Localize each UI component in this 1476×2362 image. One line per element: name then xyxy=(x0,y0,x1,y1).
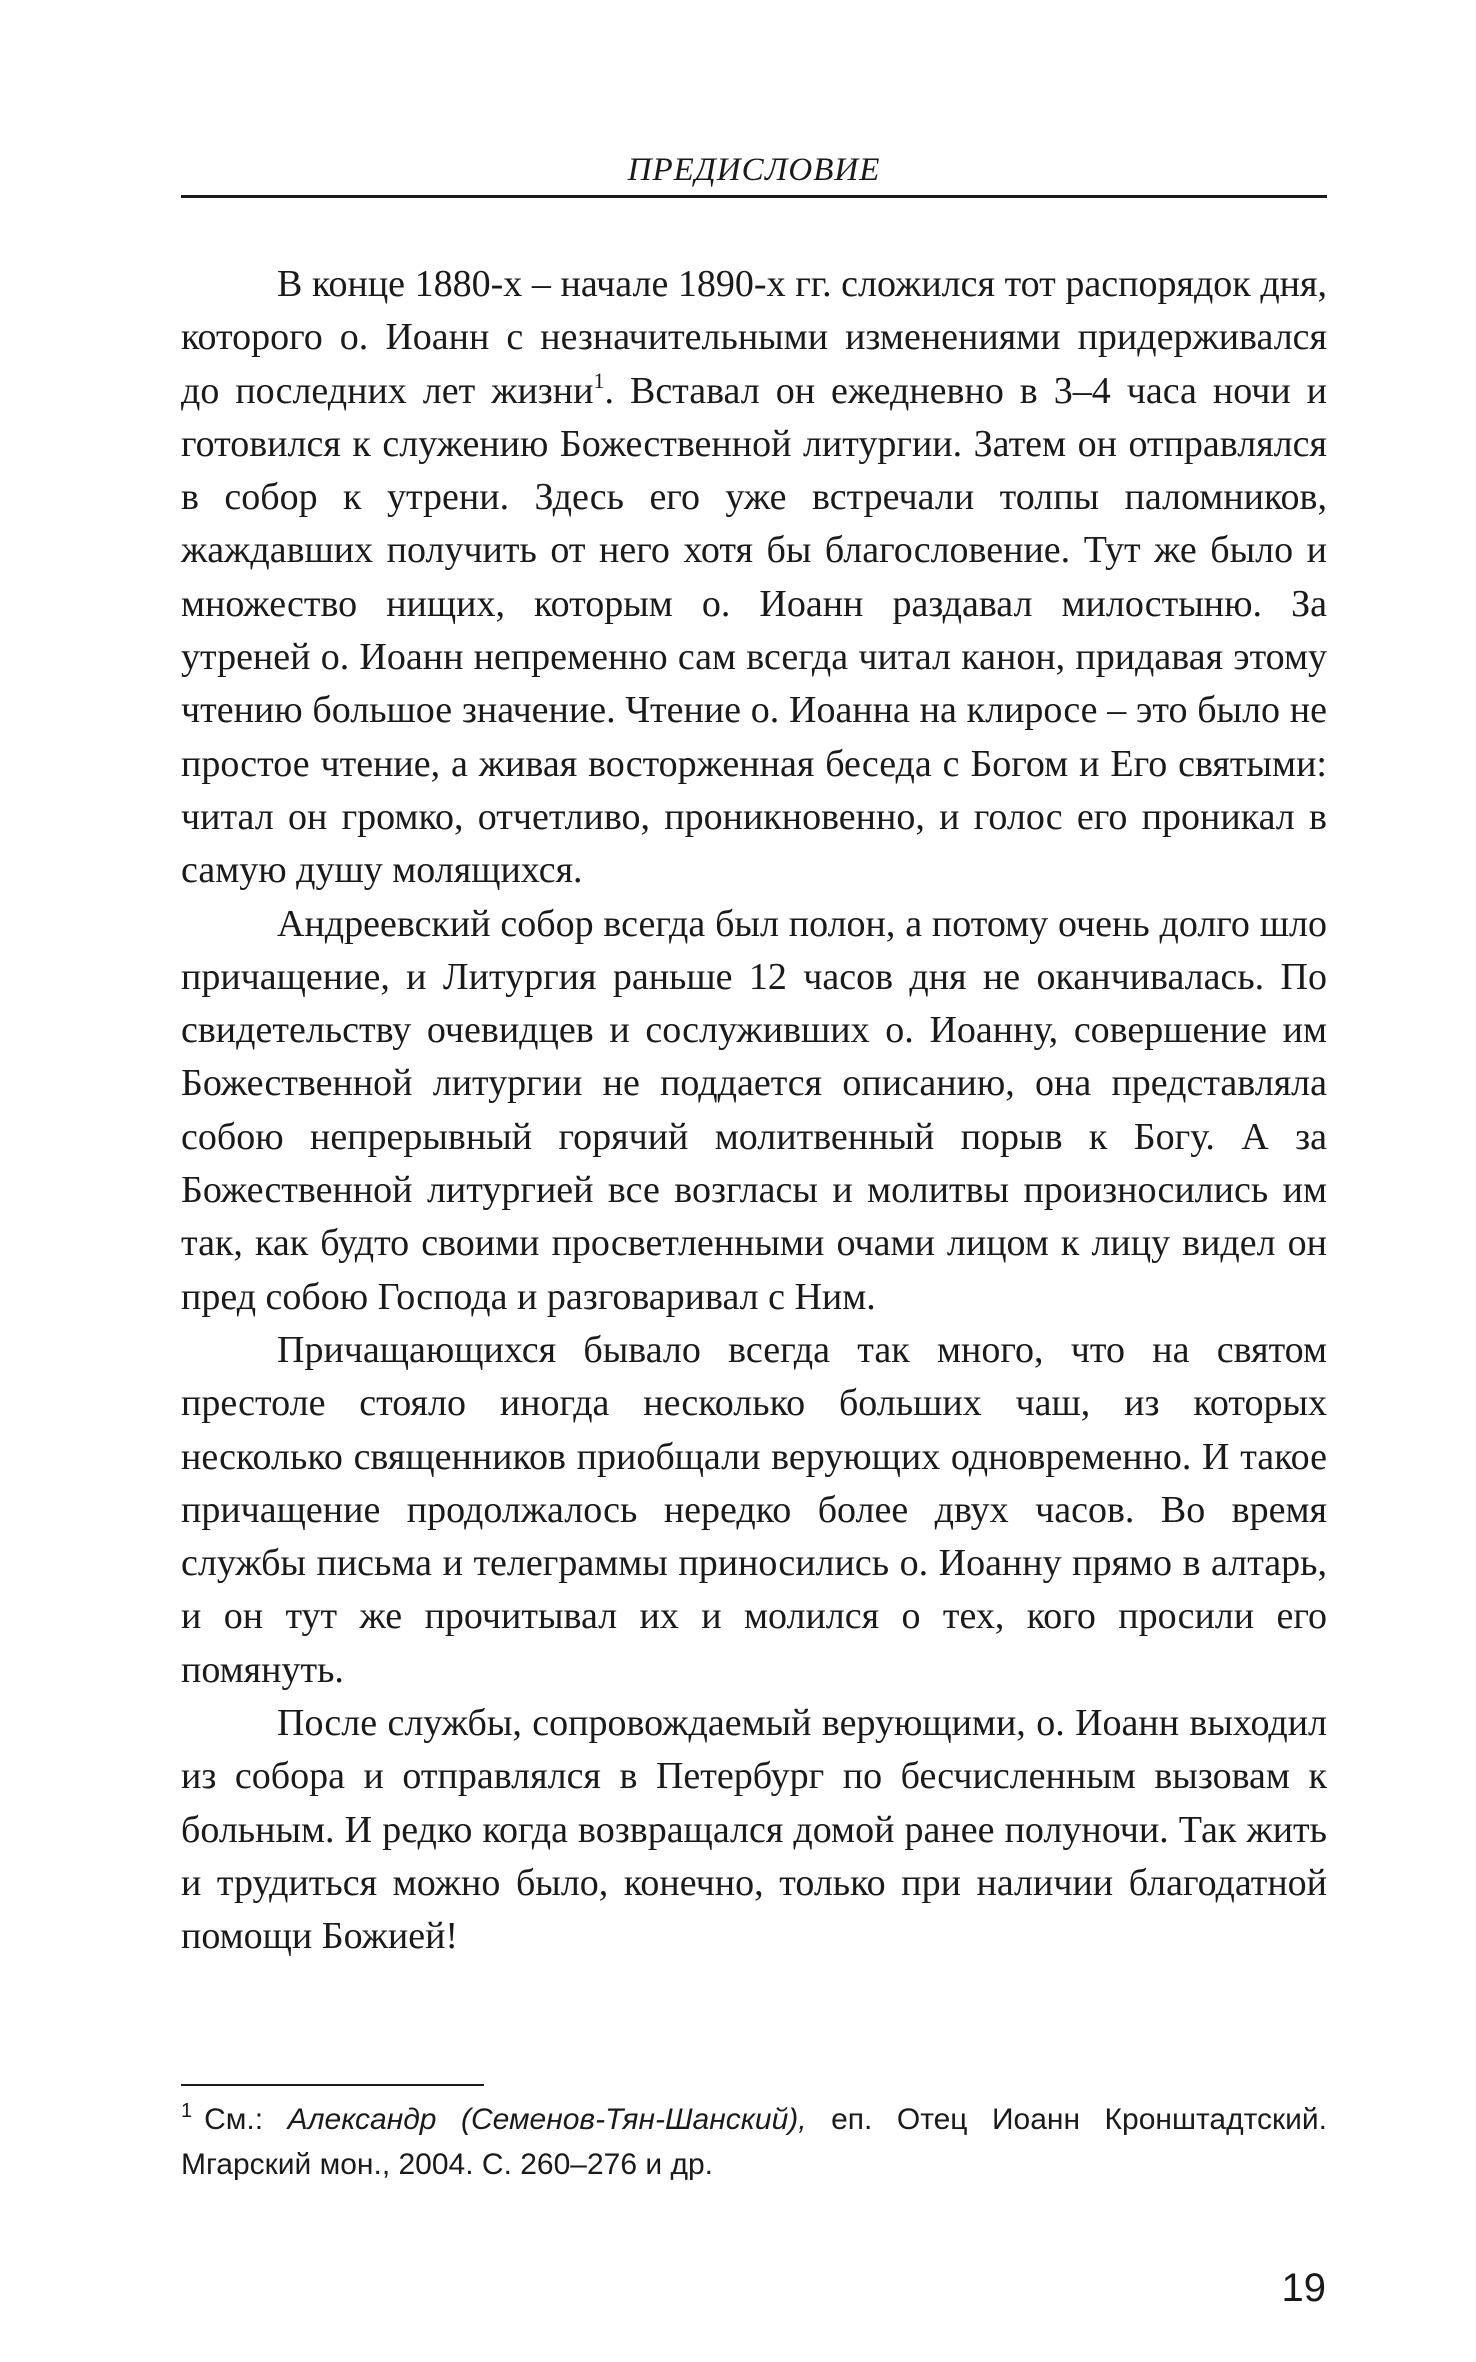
footnote-rule xyxy=(181,2084,484,2086)
footnote-reference: 1 xyxy=(593,367,605,393)
paragraph-4: После службы, сопровождаемый верующими, о. Иоанн выходил из собора и отправлялся в Петербург по бесчисленным вызовам к больным. И редко когда возвращался домой ранее полуночи. Так жить и трудиться можно было, конечно, только при наличии благодатной помощи Божией! xyxy=(181,1702,1327,1958)
main-text xyxy=(181,258,1327,1964)
paragraph-2: Андреевский собор всегда был полон, а потому очень долго шло причащение, и Литургия раньше 12 часов дня не оканчивалась. По свидетельству очевидцев и сослуживших о. Иоанну, совершение им Божественной литургии не поддается описанию, она представляла собою непрерывный горячий молитвенный порыв к Богу. А за Божественной литургией все возгласы и молитвы произносились им так, как будто своими просветленными очами лицом к лицу видел он пред собою Господа и разговаривал с Ним. xyxy=(181,902,1327,1318)
footnote-author: Александр (Семенов-Тян-Шанский), xyxy=(287,2103,807,2136)
footnote xyxy=(181,2097,1327,2187)
paragraph-1-text-end: . Вставал он ежедневно в 3–4 часа ночи и готовился к служению Божественной литургии. Затем он отправлялся в собор к утрени. Здесь его уже встречали толпы паломников, жаждавших получить от него хотя бы благословение. Тут же было и множество нищих, которым о. Иоанн раздавал милостыню. За утреней о. Иоанн непременно сам всегда читал канон, придавая этому чтению большое значение. Чтение о. Иоанна на клиросе – это было не простое чтение, а живая восторженная беседа с Богом и Его святыми: читал он громко, отчетливо, проникновенно, и голос его проникал в самую душу молящихся. xyxy=(181,369,1327,892)
paragraph-3: Причащающихся бывало всегда так много, что на святом престоле стояло иногда несколько больших чаш, из которых несколько священников приобщали верующих одновременно. И такое причащение продолжалось нередко более двух часов. Во время службы письма и телеграммы приносились о. Иоанну прямо в алтарь, и он тут же прочитывал их и молился о тех, кого просили его помянуть. xyxy=(181,1328,1327,1691)
footnote-citation: еп. Отец Иоанн Кронштадтский. Мгарский мон., 2004. С. 260–276 и др. xyxy=(181,2103,1327,2181)
paragraph-1-text-start: В конце 1880-х – начале 1890-х гг. сложился тот распорядок дня, которого о. Иоанн с незначительными изменениями придерживался до последних лет жизни xyxy=(181,263,1327,412)
footnote-prefix: См.: xyxy=(204,2103,264,2136)
paragraph-1 xyxy=(181,258,1327,898)
header-rule xyxy=(181,195,1327,198)
footnote-number: 1 xyxy=(181,2100,193,2122)
running-header: ПРЕДИСЛОВИЕ xyxy=(627,152,881,188)
page-number: 19 xyxy=(1281,2266,1326,2310)
